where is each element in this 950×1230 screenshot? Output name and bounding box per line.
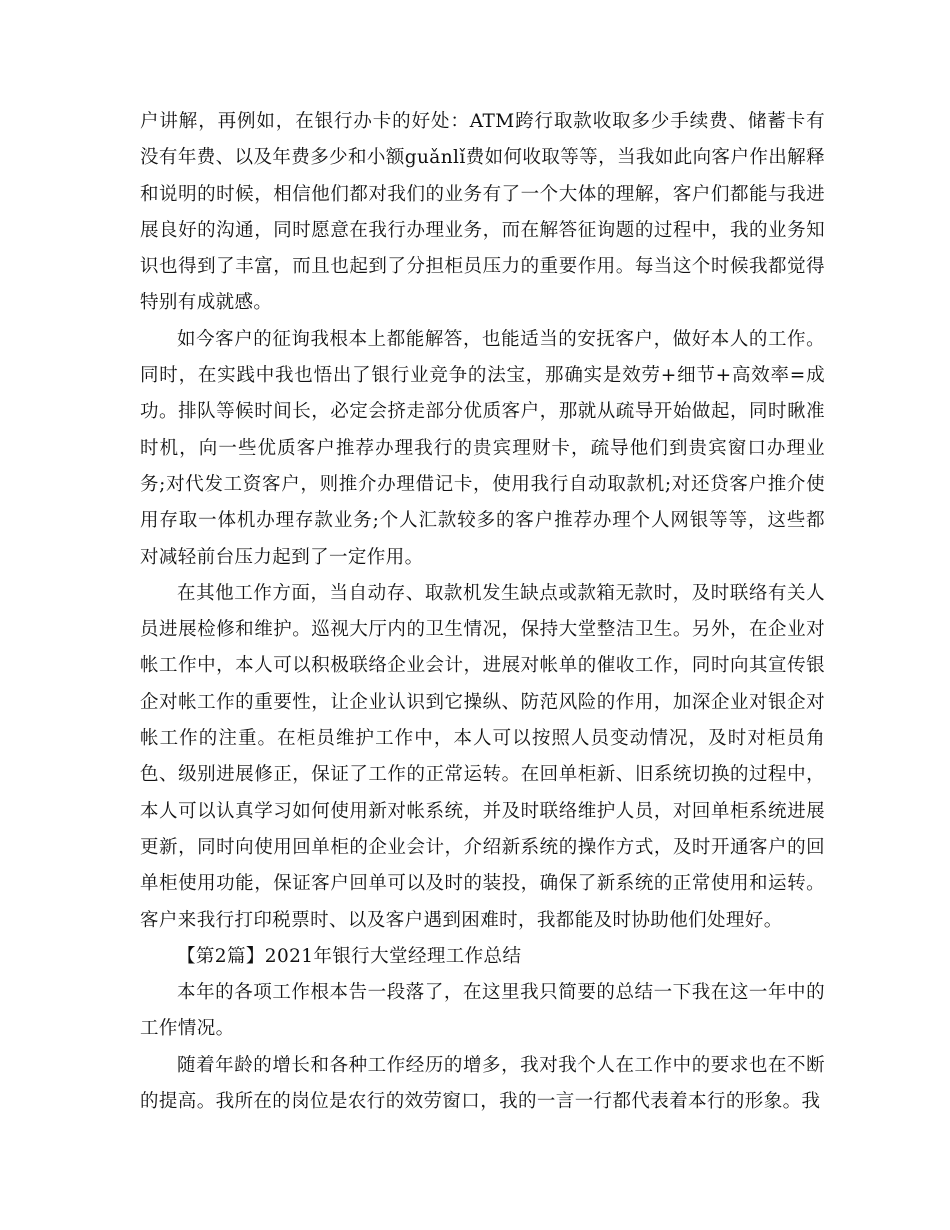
paragraph-1: 户讲解，再例如，在银行办卡的好处：ATM跨行取款收取多少手续费、储蓄卡有没有年费、以及年费多少和小额guǎnlǐ费如何收取等等，当我如此向客户作出解释和说明的时候，相信他们都对我们的业务有了一个大体的理解，客户们都能与我进展良好的沟通，同时愿意在我行办理业务，而在解答征询题的过程中，我的业务知识也得到了丰富，而且也起到了分担柜员压力的重要作用。每当这个时候我都觉得特别有成就感。	[140, 111, 825, 314]
document-body	[140, 104, 825, 1120]
section-heading: 【第2篇】2021年银行大堂经理工作总结	[177, 945, 522, 967]
paragraph-3: 在其他工作方面，当自动存、取款机发生缺点或款箱无款时，及时联络有关人员进展检修和维护。巡视大厅内的卫生情况，保持大堂整洁卫生。另外，在企业对帐工作中，本人可以积极联络企业会计，进展对帐单的催收工作，同时向其宣传银企对帐工作的重要性，让企业认识到它操纵、防范风险的作用，加深企业对银企对帐工作的注重。在柜员维护工作中，本人可以按照人员变动情况，及时对柜员角色、级别进展修正，保证了工作的正常运转。在回单柜新、旧系统切换的过程中，本人可以认真学习如何使用新对帐系统，并及时联络维护人员，对回单柜系统进展更新，同时向使用回单柜的企业会计，介绍新系统的操作方式，及时开通客户的回单柜使用功能，保证客户回单可以及时的装投，确保了新系统的正常使用和运转。客户来我行打印税票时、以及客户遇到困难时，我都能及时协助他们处理好。	[140, 582, 825, 931]
paragraph-4: 本年的各项工作根本告一段落了，在这里我只简要的总结一下我在这一年中的工作情况。	[140, 982, 825, 1040]
paragraph-2: 如今客户的征询我根本上都能解答，也能适当的安抚客户，做好本人的工作。同时，在实践中我也悟出了银行业竞争的法宝，那确实是效劳+细节+高效率=成功。排队等候时间长，必定会挤走部分优质客户，那就从疏导开始做起，同时瞅准时机，向一些优质客户推荐办理我行的贵宾理财卡，疏导他们到贵宾窗口办理业务;对代发工资客户，则推介办理借记卡，使用我行自动取款机;对还贷客户推介使用存取一体机办理存款业务;个人汇款较多的客户推荐办理个人网银等等，这些都对减轻前台压力起到了一定作用。	[140, 328, 825, 568]
paragraph-5: 随着年龄的增长和各种工作经历的增多，我对我个人在工作中的要求也在不断的提高。我所在的岗位是农行的效劳窗口，我的一言一行都代表着本行的形象。我	[140, 1054, 825, 1113]
